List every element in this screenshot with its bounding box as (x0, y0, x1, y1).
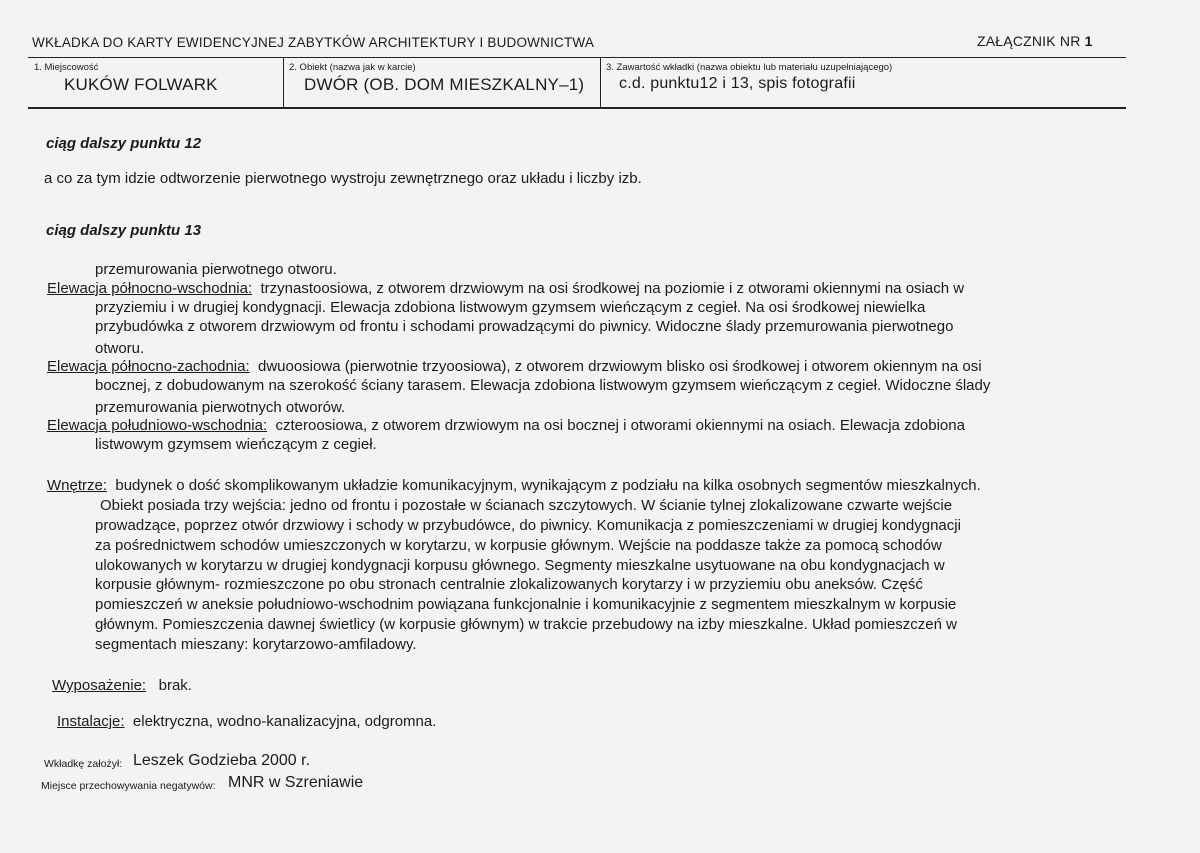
document-title: WKŁADKA DO KARTY EWIDENCYJNEJ ZABYTKÓW ARCHITEKTURY I BUDOWNICTWA (32, 35, 595, 50)
box-bottom-border (28, 107, 1126, 109)
elevation-ne-line-4: otworu. (95, 340, 145, 357)
elevation-nw-line-3: przemurowania pierwotnych otworów. (95, 399, 346, 416)
annex-label (977, 33, 1093, 49)
interior-line-5: ulokowanych w korytarzu w drugiej kondygnacji korpusu głównego. Segmenty mieszkalne usytuowane na obu kondygnacjach w (95, 557, 945, 574)
field-3-value: c.d. punktu12 i 13, spis fotografii (619, 75, 856, 92)
section-13-heading: ciąg dalszy punktu 13 (46, 222, 202, 239)
interior-line-3: prowadzące, poprzez otwór drzwiowy i schody w przybudówce, do piwnicy. Komunikacja z pomieszczeniami w drugiej kondygnacji (95, 517, 961, 534)
field-separator-2 (600, 58, 601, 107)
storage-value: MNR w Szreniawie (228, 774, 364, 791)
equipment-line (52, 677, 192, 694)
elevation-ne-text: trzynastoosiowa, z otworem drzwiowym na osi środkowej na poziomie i z otworami okiennymi na osiach w (260, 280, 965, 297)
field-separator-1 (283, 58, 284, 107)
annex-label-text: ZAŁĄCZNIK NR (977, 33, 1081, 49)
interior-line-8: głównym. Pomieszczenia dawnej świetlicy (w korpusie głównym) w trakcie przebudowy na izby mieszkalne. Układ pomieszczeń w (95, 616, 957, 633)
elevation-se-text: czteroosiowa, z otworem drzwiowym na osi bocznej i otworami okiennymi na osiach. Elewacja zdobiona (275, 417, 965, 434)
elevation-se-label: Elewacja południowo-wschodnia: (47, 417, 268, 434)
interior-line-2: Obiekt posiada trzy wejścia: jedno od frontu i pozostałe w ścianach szczytowych. W ścianie tylnej zlokalizowane czwarte wejście (100, 497, 953, 514)
interior-line-7: pomieszczeń w aneksie południowo-wschodnim powiązana funkcjonalnie i komunikacyjnie z segmentem mieszkalnym w korpusie (95, 596, 957, 613)
elevation-nw-text: dwuoosiowa (pierwotnie trzyoosiowa), z otworem drzwiowym blisko osi środkowej i otworem okiennym na osi (257, 358, 982, 375)
interior-label: Wnętrze: (47, 477, 108, 494)
equipment-label: Wyposażenie: (52, 677, 147, 694)
elevation-se-line-2: listwowym gzymsem wieńczącym z cegieł. (95, 436, 377, 453)
installations-label: Instalacje: (57, 713, 125, 730)
installations-value: elektryczna, wodno-kanalizacyjna, odgromna. (132, 713, 437, 730)
box-top-border (28, 57, 1126, 58)
installations-line (57, 713, 436, 730)
elevation-ne-label: Elewacja północno-wschodnia: (47, 280, 253, 297)
elevation-ne-line-2: przyziemiu i w drugiej kondygnacji. Elewacja zdobiona listwowym gzymsem wieńczącym z cegieł. Na osi środkowej niewielka (95, 299, 926, 316)
elevation-nw-line-1 (47, 358, 982, 375)
elevation-ne-line-3: przybudówka z otworem drzwiowym od frontu i schodami prowadzącymi do piwnicy. Widoczne ślady przemurowania pierwotnego (95, 318, 954, 335)
field-2-value: DWÓR (OB. DOM MIESZKALNY–1) (304, 75, 585, 94)
equipment-value: brak. (158, 677, 192, 694)
interior-line-9: segmentach mieszany: korytarzowo-amfiladowy. (95, 636, 417, 653)
interior-line-4: za pośrednictwem schodów umieszczonych w korytarzu, w korpusie głównym. Wejście na poddasze także za pomocą schodów (95, 537, 942, 554)
elevation-nw-label: Elewacja północno-zachodnia: (47, 358, 250, 375)
annex-number: 1 (1084, 33, 1093, 49)
field-2-label: 2. Obiekt (nazwa jak w karcie) (289, 62, 416, 73)
field-1-value: KUKÓW FOLWARK (64, 75, 218, 94)
storage-label: Miejsce przechowywania negatywów: (41, 780, 216, 792)
elevation-se-line-1 (47, 417, 965, 434)
section-12-text: a co za tym idzie odtworzenie pierwotnego wystroju zewnętrznego oraz układu i liczby izb. (44, 170, 642, 187)
field-1-label: 1. Miejscowość (34, 62, 99, 73)
elevation-ne-line-1 (47, 280, 964, 297)
field-3-label: 3. Zawartość wkładki (nazwa obiektu lub materiału uzupełniającego) (606, 62, 893, 73)
elevation-nw-line-2: bocznej, z dobudowanym na szerokość ściany tarasem. Elewacja zdobiona listwowym gzymsem wieńczącym z cegieł. Widoczne ślady (95, 377, 991, 394)
interior-line-1 (47, 477, 981, 494)
section-12-heading: ciąg dalszy punktu 12 (46, 135, 202, 152)
header-fields-box (28, 57, 1126, 109)
interior-text: budynek o dość skomplikowanym układzie komunikacyjnym, wynikającym z podziału na kilka osobnych segmentów mieszkalnych. (115, 477, 981, 494)
interior-line-6: korpusie głównym- rozmieszczone po obu stronach centralnie zlokalizowanych korytarzy i w przyziemiu obu aneksów. Część (95, 576, 923, 593)
author-value: Leszek Godzieba 2000 r. (133, 752, 311, 769)
section-13-continuation: przemurowania pierwotnego otworu. (95, 261, 337, 278)
author-label: Wkładkę założył: (44, 758, 123, 770)
